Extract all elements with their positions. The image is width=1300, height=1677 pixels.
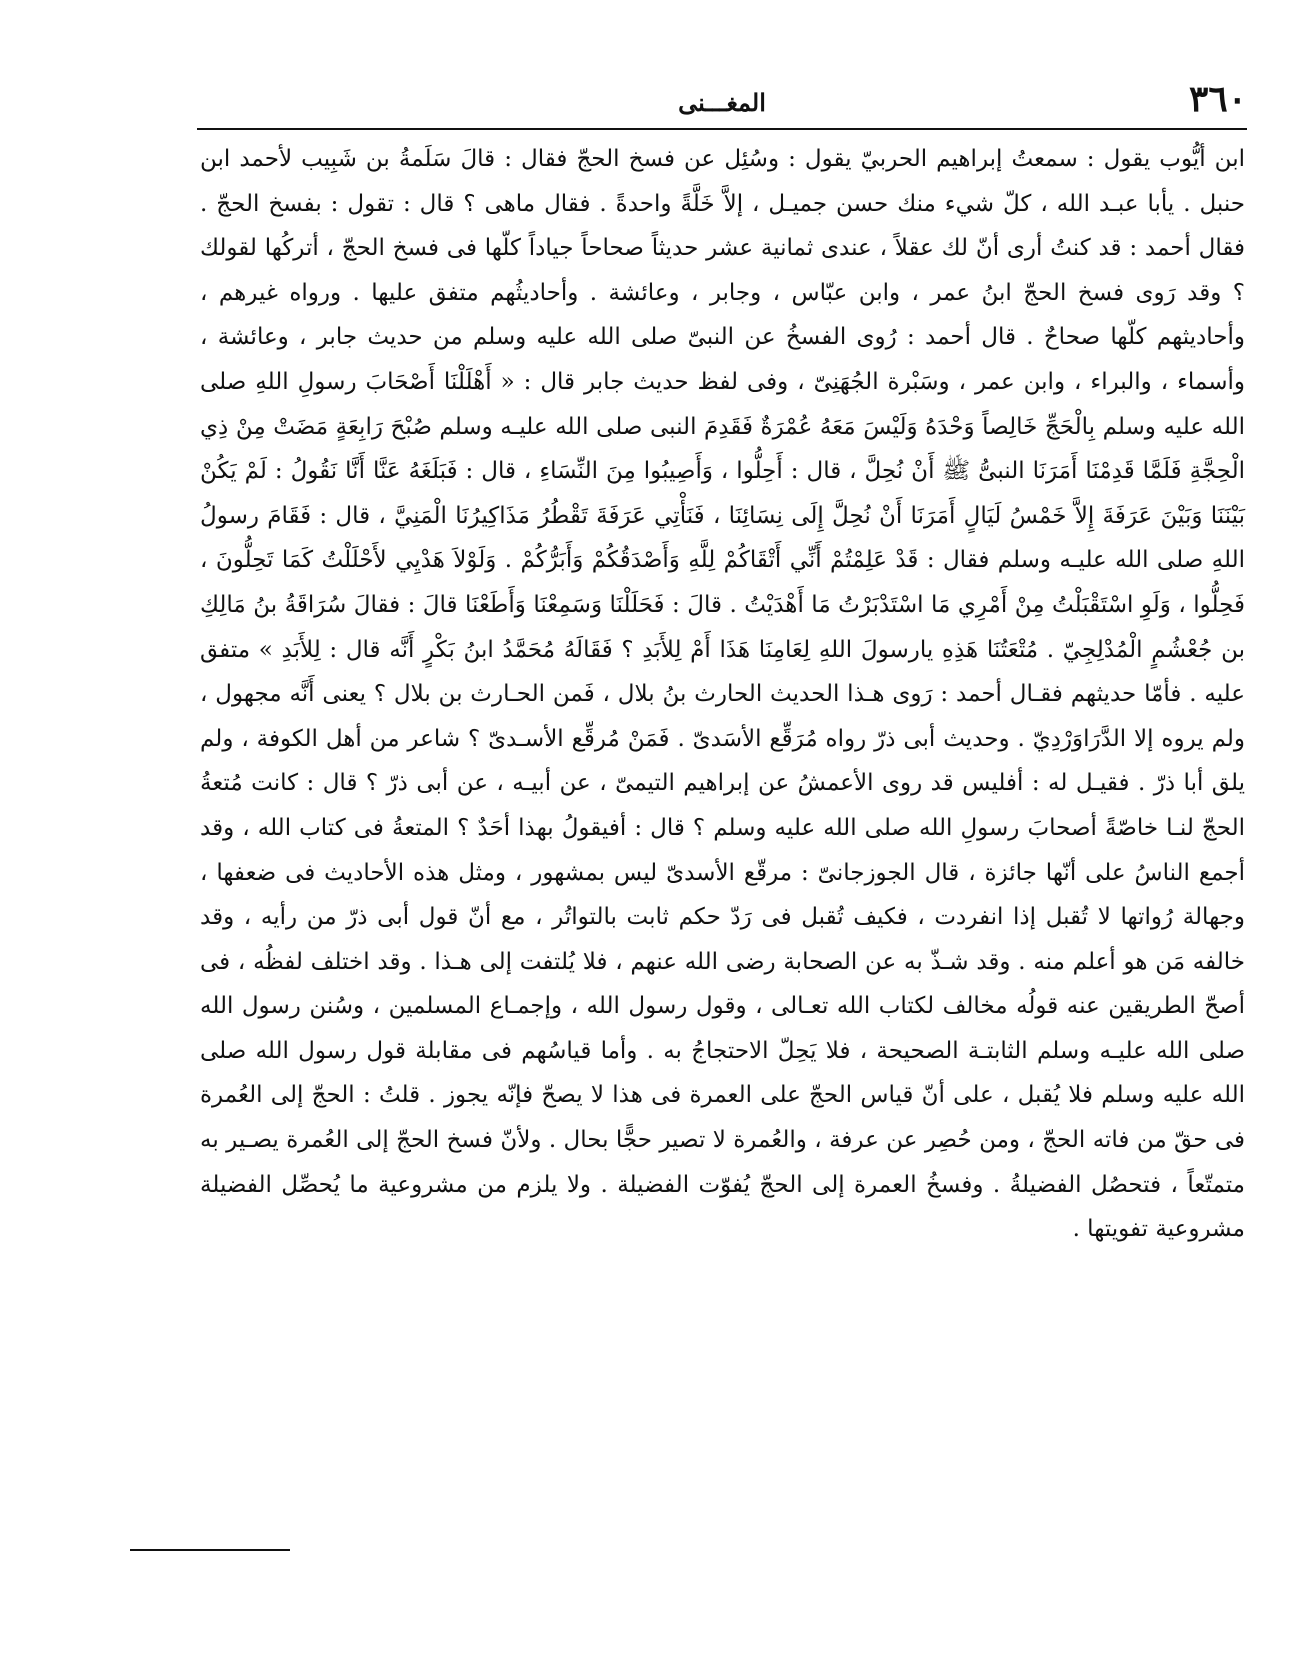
body-paragraph: ابن أيُّوب يقول : سمعتُ إبراهيم الحربيّ يقول : وسُئِل عن فسخ الحجّ فقال : قالَ سَلَمةُ بن شَبِيب لأحمد ابن حنبل . يأبا عبـد الله ، كلّ شيء منك حسن جميـل ، إلاَّ خَلَّةً واحدةً . فقال ماهى ؟ قال : تقول : بفسخ الحجّ . فقال أحمد : قد كنتُ أرى أنّ لك عقلاً ، عندى ثمانية عشر حديثاً صحاحاً جياداً كلّها فى فسخ الحجّ ، أتركُها لقولك ؟ وقد رَوى فسخ الحجّ ابنُ عمر ، وابن عبّاس ، وجابر ، وعائشة . وأحاديثُهم متفق عليها . ورواه غيرهم ، وأحاديثهم كلّها صحاحٌ . قال أحمد : رُوى الفسخُ عن النبىّ صلى الله عليه وسلم من حديث جابر ، وعائشة ، وأسماء ، والبراء ، وابن عمر ، وسَبْرة الجُهَنِىّ ، وفى لفظ حديث جابر قال : « أَهْلَلْنَا أَصْحَابَ رسولِ اللهِ صلى الله عليه وسلم بِالْحَجِّ خَالِصاً وَحْدَهُ وَلَيْسَ مَعَهُ عُمْرَةٌ فَقَدِمَ النبى صلى الله عليـه وسلم صُبْحَ رَابِعَةٍ مَضَتْ مِنْ ذِي الْحِجَّةِ فَلَمَّا قَدِمْنَا أَمَرَنَا النبىُّ ﷺ أَنْ نُحِلَّ ، قال : أَحِلُّوا ، وَأَصِيبُوا مِنَ النِّسَاءِ ، قال : فَبَلَغَهُ عَنَّا أَنَّا نَقُولُ : لَمْ يَكُنْ بَيْنَنَا وَبَيْنَ عَرَفَةَ إِلاَّ خَمْسُ لَيَالٍ أَمَرَنَا أَنْ نُحِلَّ إِلَى نِسَائِنَا ، فَنَأْتِي عَرَفَةَ تَقْطُرُ مَذَاكِيرُنَا الْمَنِيَّ ، قال : فَقَامَ رسولُ اللهِ صلى الله عليـه وسلم فقال : قَدْ عَلِمْتُمْ أَنِّي أَتْقَاكُمْ لِلَّهِ وَأَصْدَقُكُمْ وَأَبَرُّكُمْ . وَلَوْلاَ هَدْيِي لأَحْلَلْتُ كَمَا تَحِلُّونَ ، فَحِلُّوا ، وَلَوِ اسْتَقْبَلْتُ مِنْ أَمْرِي مَا اسْتَدْبَرْتُ مَا أَهْدَيْتُ . قالَ : فَحَلَلْنَا وَسَمِعْنَا وَأَطَعْنَا قالَ : فقالَ سُرَاقَةُ بنُ مَالِكِ بن جُعْشُمٍ الْمُدْلِجِيّ . مُتْعَتُنَا هَذِهِ يارسولَ اللهِ لِعَامِنَا هَذَا أَمْ لِلأَبَدِ ؟ فَقَالَهُ مُحَمَّدُ ابنُ بَكْرٍ أَنَّه قال : لِلأَبَدِ » متفق عليه . فأمّا حديثهم فقـال أحمد : رَوى هـذا الحديث الحارث بنُ بلال ، فَمن الحـارث بن بلال ؟ يعنى أَنَّه مجهول ، ولم يروه إلا الدَّرَاوَرْدِيّ . وحديث أبى ذرّ رواه مُرَقِّع الأسَدىّ . فَمَنْ مُرقِّع الأسـدىّ ؟ شاعر من أهل الكوفة ، ولم يلق أبا ذرّ . فقيـل له : أفليس قد روى الأعمشُ عن إبراهيم التيمىّ ، عن أبيـه ، عن أبى ذرّ ؟ قال : كانت مُتعةُ الحجّ لنـا خاصّةً أصحابَ رسولِ الله صلى الله عليه وسلم ؟ قال : أفيقولُ بهذا أحَدٌ ؟ المتعةُ فى كتاب الله ، وقد أجمع الناسُ على أنّها جائزة ، قال الجوزجانىّ : مرقّع الأسدىّ ليس بمشهور ، ومثل هذه الأحاديث فى ضعفها ، وجهالة رُواتها لا تُقبل إذا انفردت ، فكيف تُقبل فى رَدّ حكم ثابت بالتواتُر ، مع أنّ قول أبى ذرّ من رأيه ، وقد خالفه مَن هو أعلم منه . وقد شـذّ به عن الصحابة رضى الله عنهم ، فلا يُلتفت إلى هـذا . وقد اختلف لفظُه ، فى أصحّ الطريقين عنه قولُه مخالف لكتاب الله تعـالى ، وقول رسول الله ، وإجمـاع المسلمين ، وسُنن رسول الله صلى الله عليـه وسلم الثابتـة الصحيحة ، فلا يَحِلّ الاحتجاجُ به . وأما قياسُهم فى مقابلة قول رسول الله صلى الله عليه وسلم فلا يُقبل ، على أنّ قياس الحجّ على العمرة فى هذا لا يصحّ فإنّه يجوز . قلتُ : الحجّ إلى العُمرة فى حقّ من فاته الحجّ ، ومن حُصِر عن عرفة ، والعُمرة لا تصير حجًّا بحال . ولأنّ فسخ الحجّ إلى العُمرة يصـير به متمتّعاً ، فتحصُل الفضيلةُ . وفسخُ العمرة إلى الحجّ يُفوّت الفضيلة . ولا يلزم من مشروعية ما يُحصِّل الفضيلة مشروعية تفويتها .: [200, 146, 1245, 1243]
main-text: [200, 137, 1245, 1252]
footnote-separator: [130, 1549, 290, 1551]
page-number: ٣٦٠: [1188, 78, 1247, 120]
page-header: [197, 78, 1247, 124]
header-rule: [197, 128, 1247, 130]
running-title: المغـــنى: [678, 88, 766, 117]
